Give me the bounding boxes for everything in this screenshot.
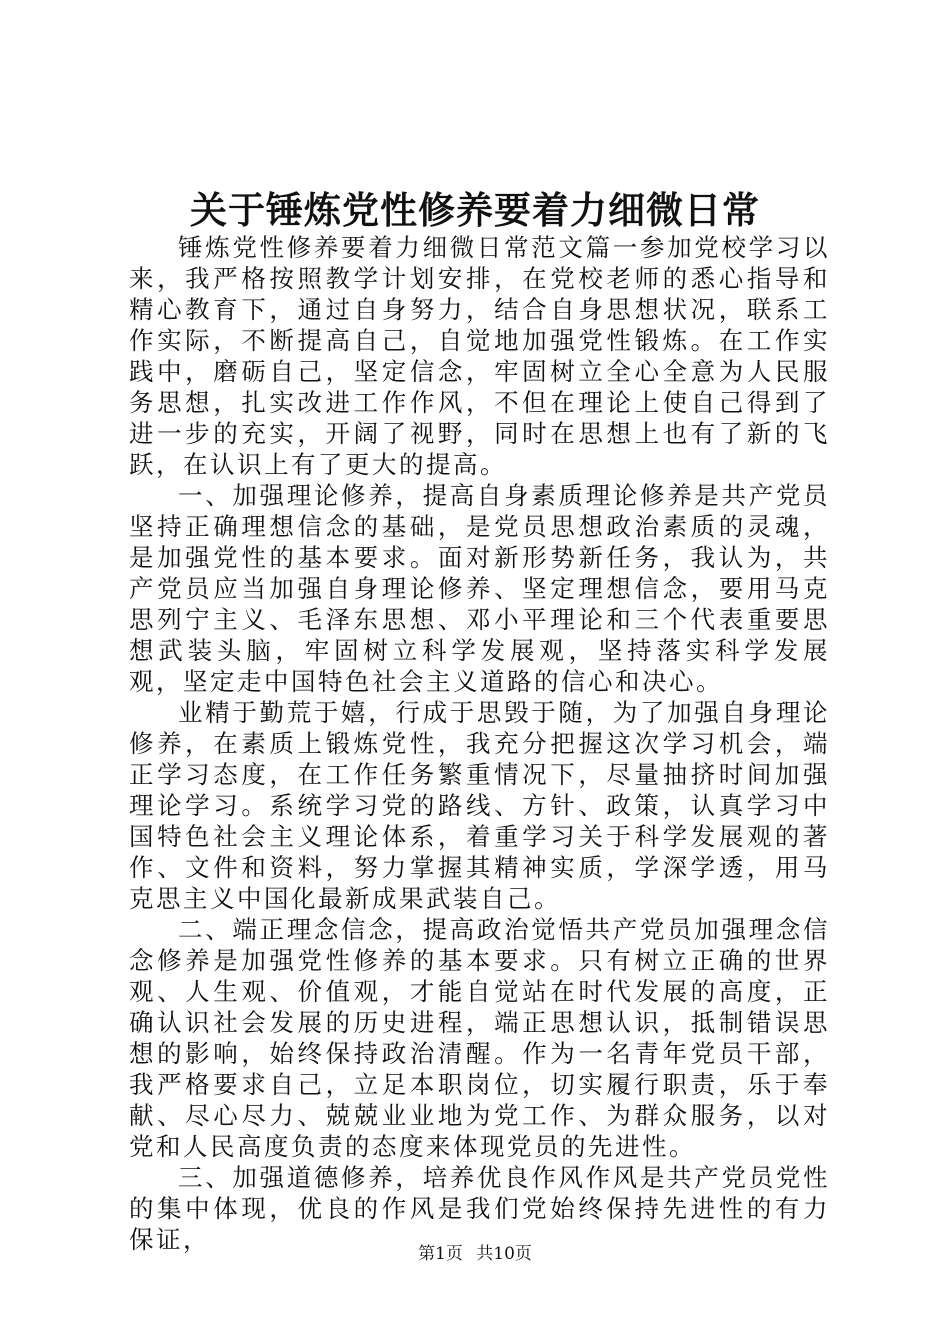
paragraph-diligent-study: 业精于勤荒于嬉，行成于思毁于随，为了加强自身理论修养，在素质上锻炼党性，我充分把握这次学习机会，端正学习态度，在工作任务繁重情况下，尽量抽挤时间加强理论学习。系统学习党的路线、方针、政策，认真学习中国特色社会主义理论体系，着重学习关于科学发展观的著作、文件和资料，努力掌握其精神实质，学深学透，用马克思主义中国化最新成果武装自己。 [129, 698, 830, 913]
page-total: 共10页 [476, 1244, 532, 1264]
paragraph-intro: 锤炼党性修养要着力细微日常范文篇一参加党校学习以来，我严格按照教学计划安排，在党校老师的悉心指导和精心教育下，通过自身努力，结合自身思想状况，联系工作实际，不断提高自己，自觉地加强党性锻炼。在工作实践中，磨砺自己，坚定信念，牢固树立全心全意为人民服务思想，扎实改进工作作风，不但在理论上使自己得到了进一步的充实，开阔了视野，同时在思想上也有了新的飞跃，在认识上有了更大的提高。 [129, 233, 830, 479]
paragraph-theory-cultivation: 一、加强理论修养，提高自身素质理论修养是共产党员坚持正确理想信念的基础，是党员思想政治素质的灵魂，是加强党性的基本要求。面对新形势新任务，我认为，共产党员应当加强自身理论修养、坚定理想信念，要用马克思列宁主义、毛泽东思想、邓小平理论和三个代表重要思想武装头脑，牢固树立科学发展观，坚持落实科学发展观，坚定走中国特色社会主义道路的信心和决心。 [129, 481, 830, 696]
document-body [129, 232, 830, 1255]
page-number: 第1页 [418, 1244, 463, 1264]
page-footer [0, 1242, 950, 1266]
paragraph-moral-cultivation: 三、加强道德修养，培养优良作风作风是共产党员党性的集中体现，优良的作风是我们党始终保持先进性的有力保证， [129, 1163, 830, 1254]
paragraph-ideals-beliefs: 二、端正理念信念，提高政治觉悟共产党员加强理念信念修养是加强党性修养的基本要求。只有树立正确的世界观、人生观、价值观，才能自觉站在时代发展的高度，正确认识社会发展的历史进程，端正思想认识，抵制错误思想的影响，始终保持政治清醒。作为一名青年党员干部，我严格要求自己，立足本职岗位，切实履行职责，乐于奉献、尽心尽力、兢兢业业地为党工作、为群众服务，以对党和人民高度负责的态度来体现党员的先进性。 [129, 915, 830, 1161]
document-title: 关于锤炼党性修养要着力细微日常 [190, 188, 760, 232]
